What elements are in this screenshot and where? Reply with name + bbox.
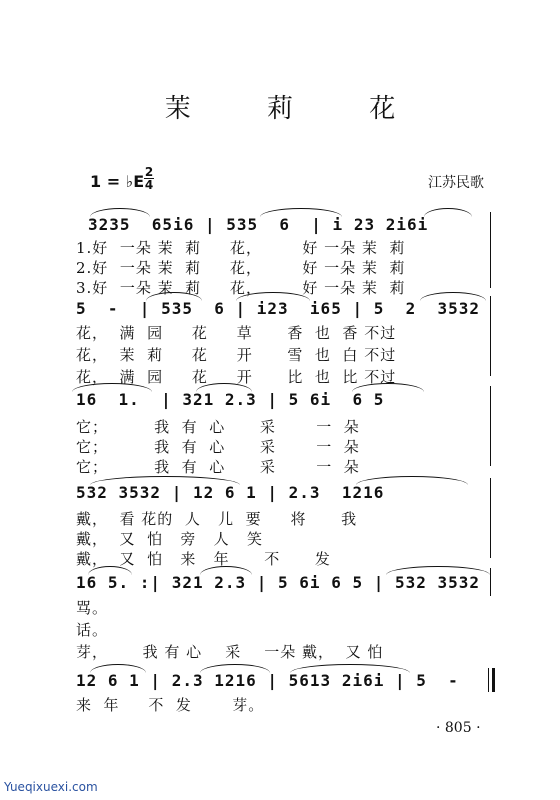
lyric-line-2-verse-2: 花， 茉 莉 花 开 雪 也 白 不过 [76,346,397,364]
final-barline-thick [492,668,495,692]
notation-line-4: 532 3532 | 12 6 1 | 2.3 1216 [76,483,385,502]
notation-line-1: 3235 65i6 | 535 6 | i 23 2i6i [88,215,429,234]
lyric-line-3-verse-2: 它； 我 有 心 采 一 朵 [76,438,360,456]
barline [490,296,491,376]
barline [490,386,491,466]
slur [424,208,472,217]
barline [490,212,491,288]
lyric-line-3-verse-1: 它； 我 有 心 采 一 朵 [76,418,360,436]
barline [490,568,491,596]
time-signature [144,166,154,191]
barline [490,478,491,558]
time-signature-bottom: 4 [144,178,154,192]
lyric-line-2-verse-3: 花， 满 园 花 开 比 也 比 不过 [76,368,397,386]
notation-line-5: 16 5. :| 321 2.3 | 5 6i 6 5 | 532 3532 [76,573,481,592]
lyric-line-4-verse-3: 戴， 又 怕 来 年 不 发 [76,550,331,568]
lyric-line-1-verse-2: 2.好 一朵 茉 莉 花， 好 一朵 茉 莉 [76,259,406,277]
lyric-line-5-verse-2: 话。 [76,621,109,639]
lyric-line-2-verse-1: 花， 满 园 花 草 香 也 香 不过 [76,324,397,342]
notation-line-2: 5 - | 535 6 | i23 i65 | 5 2 3532 [76,299,481,318]
notation-line-3: 16 1. | 321 2.3 | 5 6i 6 5 [76,390,385,409]
song-title: 茉 莉 花 [164,94,430,124]
lyric-line-5-verse-1: 骂。 [76,599,109,617]
lyric-line-3-verse-3: 它； 我 有 心 采 一 朵 [76,458,360,476]
lyric-line-4-verse-1: 戴， 看 花的 人 儿 要 将 我 [76,510,358,528]
time-signature-top: 2 [144,165,154,179]
lyric-line-6-verse-1: 来 年 不 发 芽。 [76,696,265,714]
lyric-line-4-verse-2: 戴， 又 怕 旁 人 笑 [76,530,263,548]
page-number: · 805 · [436,720,481,736]
watermark: Yueqixuexi.com [4,780,98,794]
lyric-line-1-verse-3: 3.好 一朵 茉 莉 花， 好 一朵 茉 莉 [76,279,406,297]
lyric-line-5-verse-3: 芽， 我 有 心 采 一朵 戴， 又 怕 [76,643,384,661]
key-signature: 1 = ♭E [90,172,145,191]
final-barline-thin [488,668,489,692]
lyric-line-1-verse-1: 1.好 一朵 茉 莉 花， 好 一朵 茉 莉 [76,239,406,257]
song-origin: 江苏民歌 [428,175,484,191]
notation-line-6: 12 6 1 | 2.3 1216 | 5613 2i6i | 5 - [76,671,459,690]
